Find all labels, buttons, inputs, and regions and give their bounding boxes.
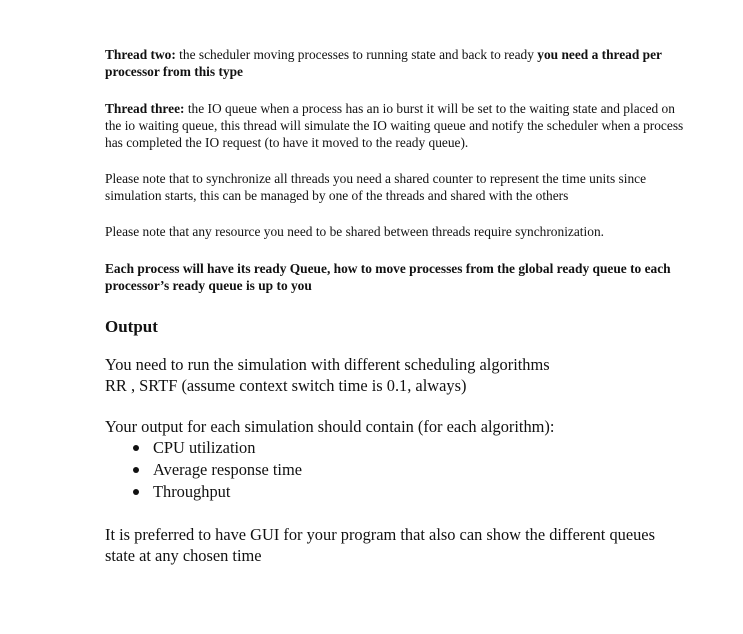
output-intro-line1: You need to run the simulation with different scheduling algorithms xyxy=(105,355,550,374)
thread-two-label: Thread two: xyxy=(105,47,176,62)
output-heading: Output xyxy=(105,317,158,336)
ready-queue-note xyxy=(105,260,685,294)
output-intro-line2: RR , SRTF (assume context switch time is 0.1, always) xyxy=(105,376,467,395)
thread-three-paragraph xyxy=(105,100,685,151)
output-metrics-list xyxy=(105,437,685,503)
list-item-text: CPU utilization xyxy=(153,438,256,457)
thread-two-emphasis: you need a thread per processor from this type xyxy=(105,47,662,79)
output-contents-intro: Your output for each simulation should contain (for each algorithm): xyxy=(105,417,555,436)
list-item-text: Throughput xyxy=(153,482,231,501)
thread-two-text: the scheduler moving processes to running state and back to ready xyxy=(175,47,538,62)
gui-note: It is preferred to have GUI for your program that also can show the different queues state at any chosen time xyxy=(105,525,655,565)
bullet-icon xyxy=(133,467,139,473)
ready-queue-note-text: Each process will have its ready Queue, how to move processes from the global ready queue to each processor’s ready queue is up to you xyxy=(105,261,671,293)
thread-three-text: the IO queue when a process has an io burst it will be set to the waiting state and placed on the io waiting queue, this thread will simulate the IO waiting queue and notify the scheduler when a process has completed the IO request (to have it moved to the ready queue). xyxy=(105,101,684,150)
thread-two-paragraph xyxy=(105,46,685,80)
document-page xyxy=(105,46,685,566)
bullet-icon xyxy=(133,445,139,451)
note-synchronization: Please note that any resource you need to be shared between threads require synchronization. xyxy=(105,224,604,239)
note-shared-counter: Please note that to synchronize all threads you need a shared counter to represent the time units since simulation starts, this can be managed by one of the threads and shared with the others xyxy=(105,171,647,203)
list-item xyxy=(105,437,685,459)
list-item-text: Average response time xyxy=(153,460,302,479)
list-item xyxy=(105,459,685,481)
bullet-icon xyxy=(133,489,139,495)
thread-three-label: Thread three: xyxy=(105,101,185,116)
list-item xyxy=(105,481,685,503)
output-intro xyxy=(105,354,685,396)
